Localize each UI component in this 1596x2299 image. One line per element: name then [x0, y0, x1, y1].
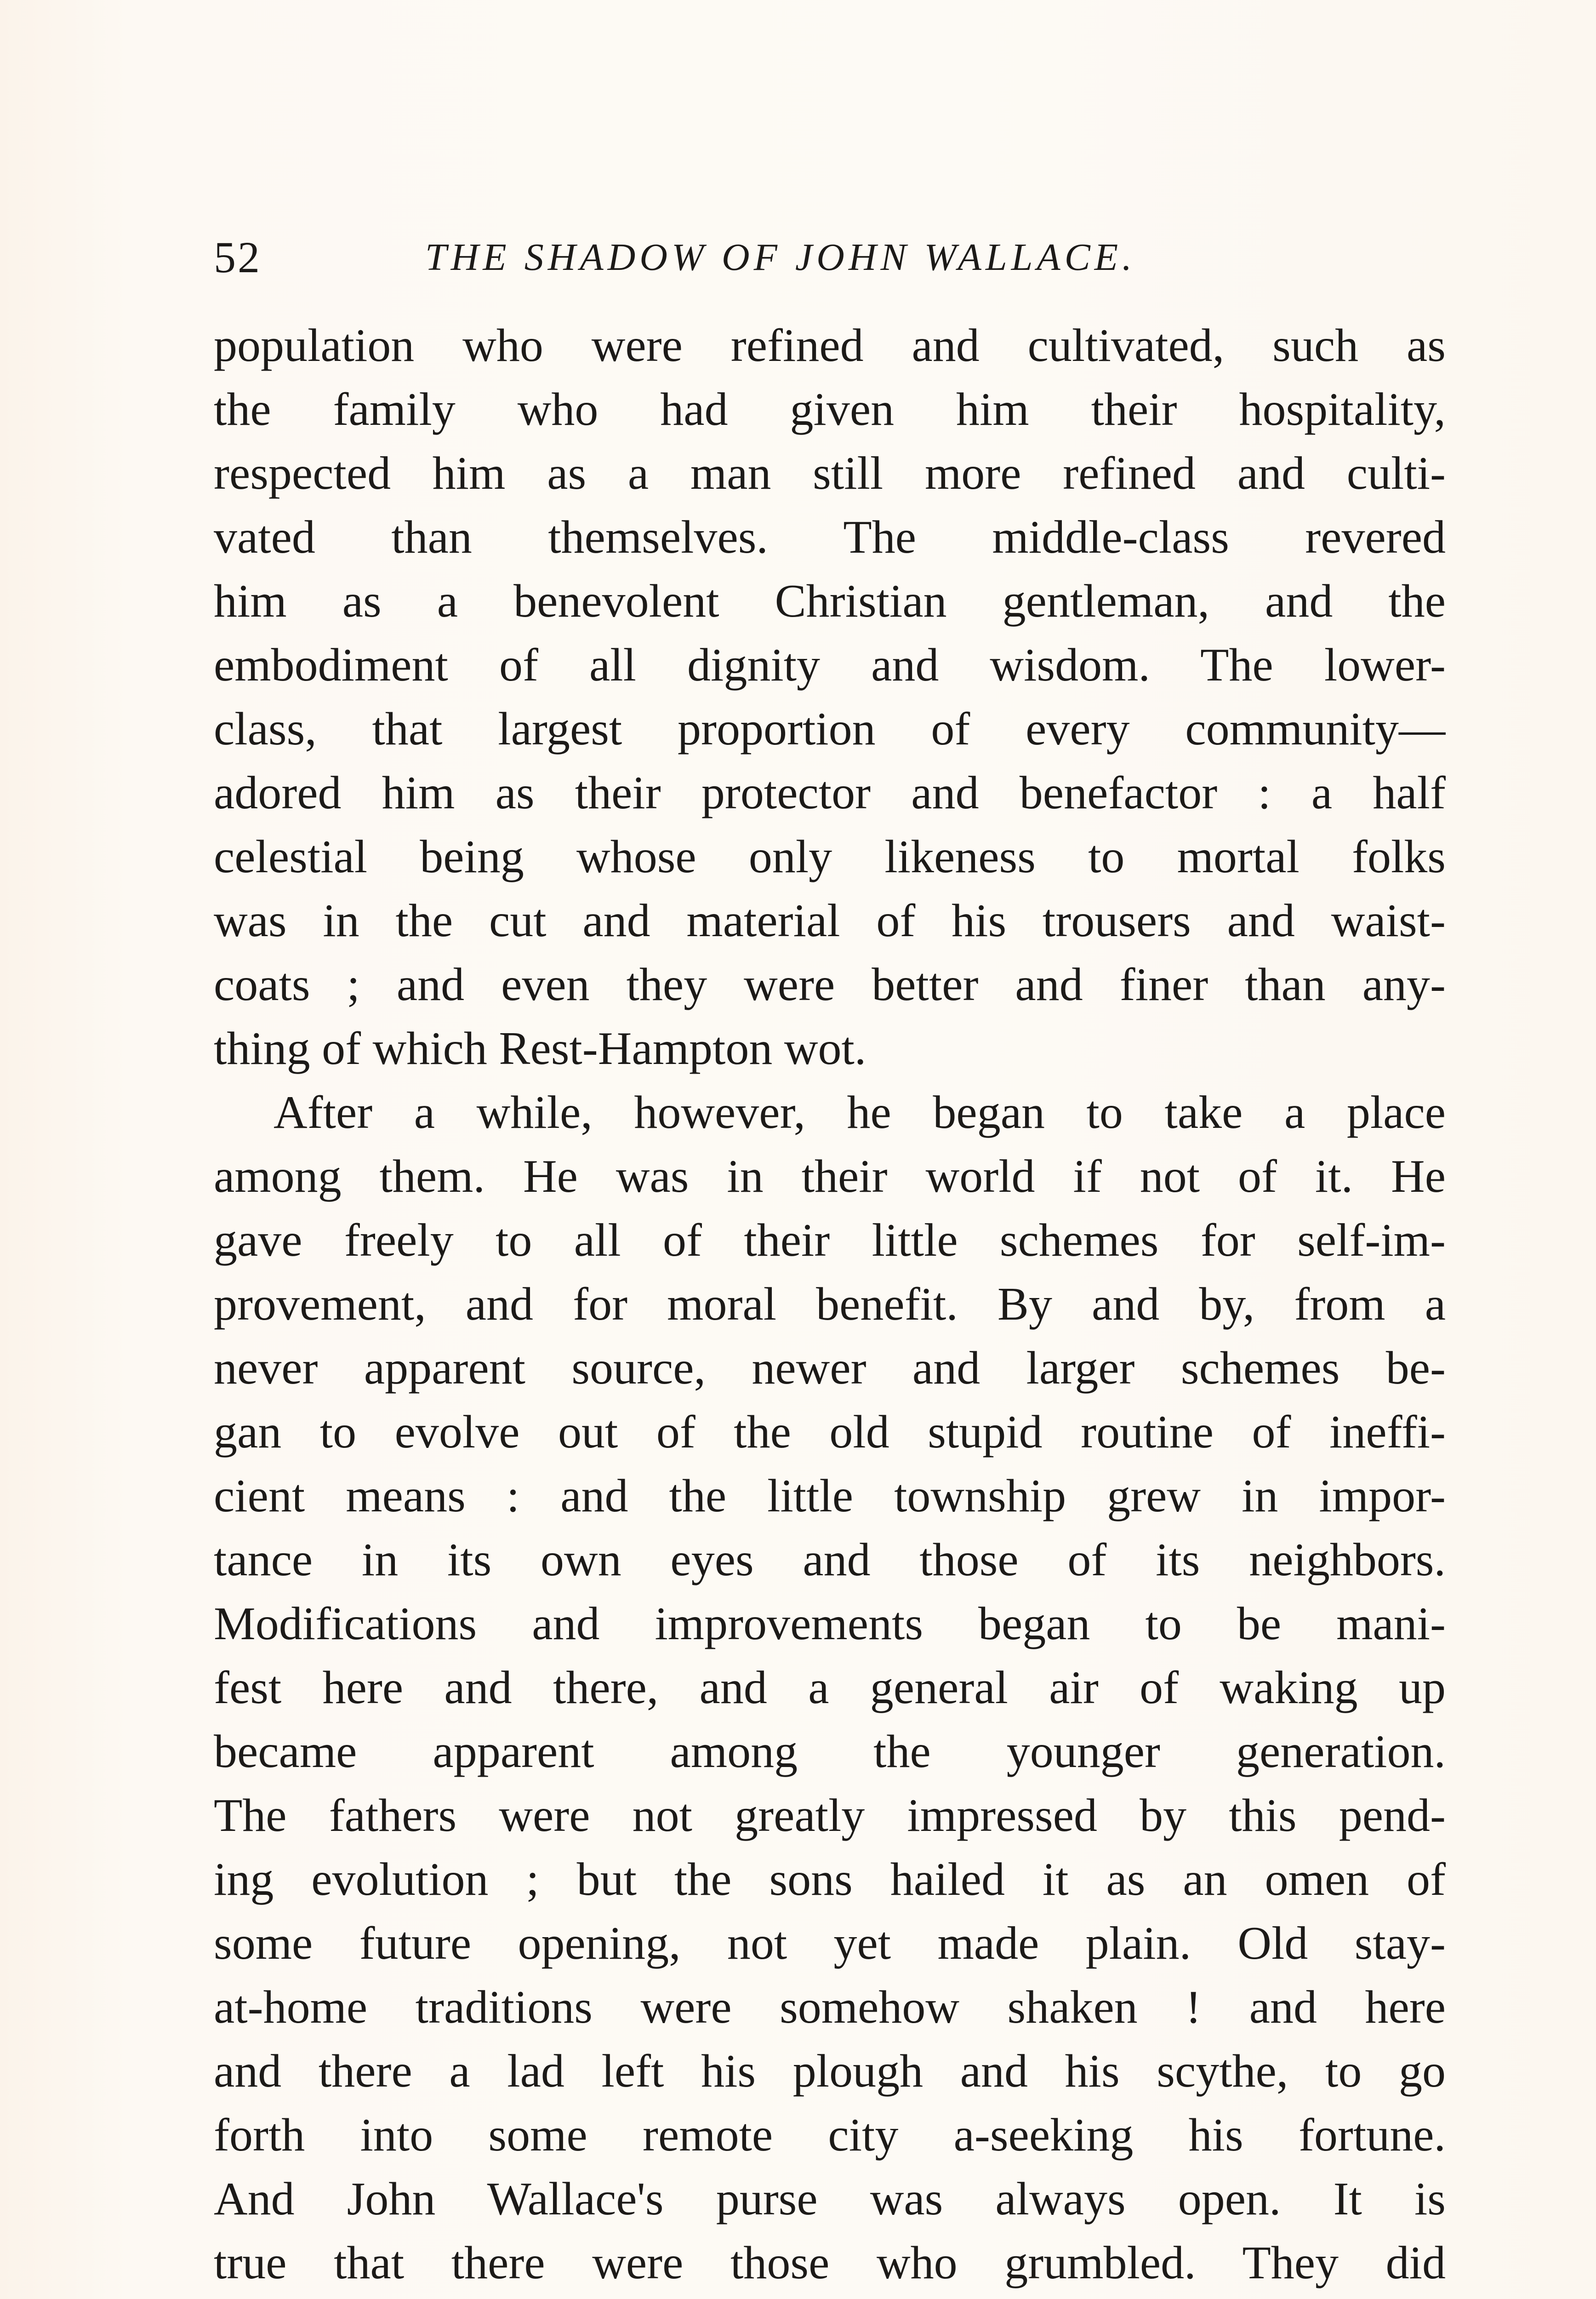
text-line: became apparent among the younger generation.: [214, 1726, 1446, 1778]
text-line: [214, 2295, 1446, 2299]
paragraph-start-line: After a while, however, he began to take a place: [274, 1087, 1446, 1138]
text-line: and there a lad left his plough and his scythe, to go: [214, 2045, 1446, 2097]
text-line: fest here and there, and a general air of waking up: [214, 1662, 1446, 1714]
text-line: some future opening, not yet made plain. Old stay-: [214, 1917, 1446, 1969]
text-line: at-home traditions were somehow shaken ! and here: [214, 1981, 1446, 2033]
text-line: never apparent source, newer and larger schemes be-: [214, 1342, 1446, 1394]
text-line: him as a benevolent Christian gentleman, and the: [214, 575, 1446, 627]
text-line: class, that largest proportion of every community—: [214, 703, 1446, 755]
page-number: 52: [214, 233, 262, 282]
running-title: THE SHADOW OF JOHN WALLACE.: [425, 236, 1136, 279]
text-line: tance in its own eyes and those of its neighbors.: [214, 1534, 1446, 1586]
text-line: gan to evolve out of the old stupid routine of ineffi-: [214, 1406, 1446, 1458]
text-line: among them. He was in their world if not of it. He: [214, 1150, 1446, 1202]
text-line: gave freely to all of their little schemes for self-im-: [214, 1214, 1446, 1266]
paragraph-end-line: thing of which Rest-Hampton wot.: [214, 1023, 866, 1075]
text-line: And John Wallace's purse was always open. It is: [214, 2173, 1446, 2225]
text-line: provement, and for moral benefit. By and by, from a: [214, 1278, 1446, 1330]
running-head: [214, 225, 1446, 290]
text-line: ing evolution ; but the sons hailed it as an omen of: [214, 1853, 1446, 1905]
text-line: population who were refined and cultivated, such as: [214, 320, 1446, 372]
text-line: the family who had given him their hospitality,: [214, 383, 1446, 435]
text-line: true that there were those who grumbled. They did: [214, 2237, 1446, 2289]
text-line: adored him as their protector and benefactor : a half: [214, 767, 1446, 819]
text-line: cient means : and the little township grew in impor-: [214, 1470, 1446, 1522]
text-line: The fathers were not greatly impressed by this pend-: [214, 1790, 1446, 1841]
text-line: was in the cut and material of his trousers and waist-: [214, 895, 1446, 947]
text-line: respected him as a man still more refined and culti-: [214, 447, 1446, 499]
text-line: coats ; and even they were better and finer than any-: [214, 959, 1446, 1011]
text-line: embodiment of all dignity and wisdom. The lower-: [214, 639, 1446, 691]
text-line: forth into some remote city a-seeking his fortune.: [214, 2109, 1446, 2161]
body-text: [214, 314, 1446, 2299]
text-line: Modifications and improvements began to be mani-: [214, 1598, 1446, 1650]
text-line: vated than themselves. The middle-class revered: [214, 511, 1446, 563]
text-line: celestial being whose only likeness to mortal folks: [214, 831, 1446, 883]
